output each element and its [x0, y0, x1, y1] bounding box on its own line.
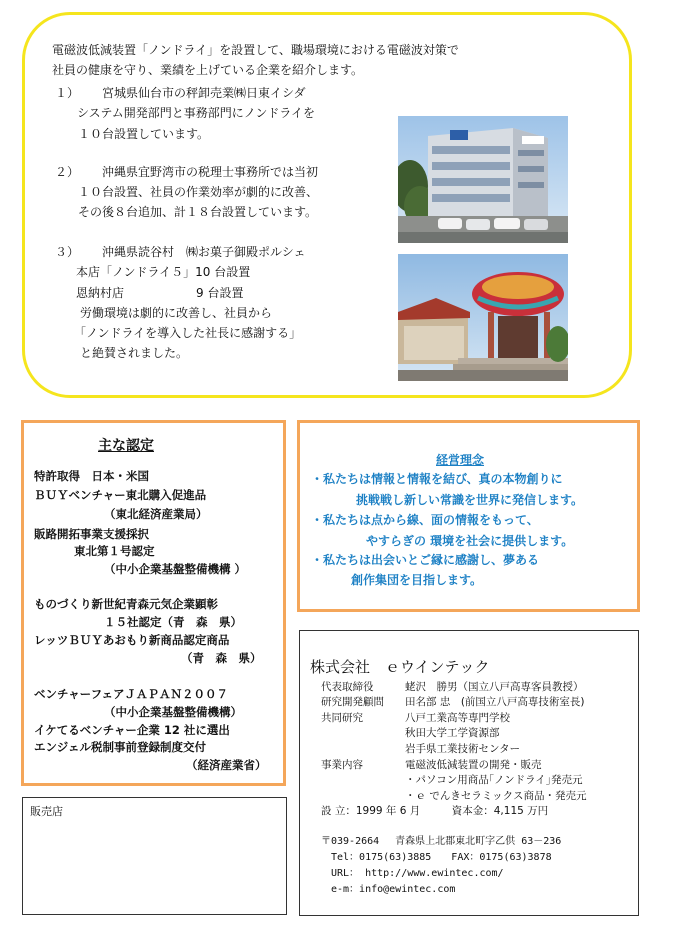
company-established: 設 立：1999 年 6 月 資本金：4,115 万円: [321, 805, 549, 817]
company-row-5-value: 岩手県工業技術センター: [405, 743, 521, 755]
case-1-line-2: システム開発部門と事務部門にノンドライを: [77, 106, 315, 120]
cert-line-9: レッツＢＵＹあおもり新商品認定商品: [34, 633, 230, 647]
philosophy-line-5: ・私たちは出会いとご縁に感謝し、夢ある: [311, 553, 540, 567]
philosophy-line-4: やすらぎの 環境を社会に提供します。: [366, 534, 574, 548]
intro-line-2: 社員の健康を守り、業績を上げている企業を紹介します。: [52, 63, 364, 77]
company-row-1-label: 代表取締役: [321, 681, 374, 693]
cert-line-14: エンジェル税制事前登録制度交付: [34, 740, 206, 754]
company-phone: Tel：0175(63)3885 FAX：0175(63)3878: [331, 852, 552, 863]
company-row-7-value: ・パソコン用商品｢ノンドライ｣発売元: [405, 774, 583, 786]
company-url[interactable]: URL： http://www.ewintec.com/: [331, 868, 504, 879]
company-email[interactable]: e-m：info@ewintec.com: [331, 884, 456, 895]
cert-line-11: ベンチャーフェアＪＡＰＡＮ２００７: [34, 687, 229, 701]
case-3-line-4: 労働環境は劇的に改善し、社員から: [80, 306, 273, 320]
cert-line-2: ＢＵＹベンチャー東北購入促進品: [34, 488, 207, 502]
case-1-number: １）: [55, 86, 80, 100]
cert-line-15: （経済産業省）: [186, 758, 267, 772]
cert-line-12: （中小企業基盤整備機構）: [104, 705, 242, 719]
company-row-8-value: ・ｅ でんきセラミックス商品・発売元: [405, 790, 587, 802]
cert-line-13: イケてるベンチャー企業 12 社に選出: [34, 723, 230, 737]
case-2-line-1: 沖縄県宜野湾市の税理士事務所では当初: [102, 165, 319, 179]
company-row-3-label: 共同研究: [321, 712, 363, 724]
company-row-2-label: 研究開発顧問: [321, 696, 384, 708]
cert-line-1: 特許取得 日本・米国: [34, 469, 149, 483]
case-3-line-3: 恩納村店 9 台設置: [76, 286, 244, 300]
cert-line-10: （青 森 県）: [181, 651, 262, 665]
company-row-3-value: 八戸工業高等専門学校: [405, 712, 510, 724]
philosophy-line-1: ・私たちは情報と情報を結び、真の本物創りに: [311, 472, 563, 486]
retailer-label: 販売店: [30, 805, 63, 818]
case-3-line-1: 沖縄県読谷村 ㈱お菓子御殿ポルシェ: [102, 245, 306, 259]
company-name: 株式会社 ｅウインテック: [310, 658, 490, 676]
case-3-line-6: と絶賛されました。: [80, 346, 189, 360]
cert-line-7: ものづくり新世紀青森元気企業顕彰: [34, 597, 218, 611]
case-2-number: ２）: [55, 165, 80, 179]
case-1-line-3: １０台設置しています。: [78, 127, 210, 141]
company-row-6-label: 事業内容: [321, 759, 363, 771]
company-row-2-value: 田名部 忠 (前国立八戸高専技術室長): [405, 696, 585, 708]
philosophy-line-6: 創作集団を目指します。: [351, 573, 483, 587]
philosophy-title: 経営理念: [436, 453, 485, 467]
company-row-4-value: 秋田大学工学資源部: [405, 727, 500, 739]
shop-building-photo: [398, 254, 568, 381]
company-address: 〒039-2664 青森県上北郡東北町字乙供 63－236: [321, 836, 562, 847]
intro-line-1: 電磁波低減装置「ノンドライ」を設置して、職場環境における電磁波対策で: [52, 43, 459, 57]
certifications-title: 主な認定: [98, 438, 154, 454]
cert-line-3: （東北経済産業局）: [104, 507, 208, 521]
case-2-line-3: その後８台追加、計１８台設置しています。: [78, 205, 318, 219]
philosophy-line-3: ・私たちは点から線、面の情報をもって、: [311, 513, 539, 527]
company-row-6-value: 電磁波低減装置の開発・販売: [405, 759, 542, 771]
office-building-photo: [398, 116, 568, 243]
cert-line-5: 東北第１号認定: [74, 544, 155, 558]
company-row-1-value: 蛯沢 勝男（国立八戸高専客員教授）: [405, 681, 584, 693]
case-2-line-2: １０台設置、社員の作業効率が劇的に改善、: [78, 185, 319, 199]
case-3-line-5: 「ノンドライを導入した社長に感謝する」: [74, 326, 302, 340]
cert-line-8: １５社認定（青 森 県）: [104, 615, 242, 629]
case-3-number: ３）: [55, 245, 80, 259]
case-1-line-1: 宮城県仙台市の秤卸売業㈱日東イシダ: [102, 86, 306, 100]
philosophy-line-2: 挑戦戦し新しい常識を世界に発信します。: [356, 493, 584, 507]
case-3-line-2: 本店「ノンドライ５」10 台設置: [76, 265, 251, 279]
cert-line-6: （中小企業基盤整備機構 ）: [104, 562, 247, 576]
cert-line-4: 販路開拓事業支援採択: [34, 527, 149, 541]
